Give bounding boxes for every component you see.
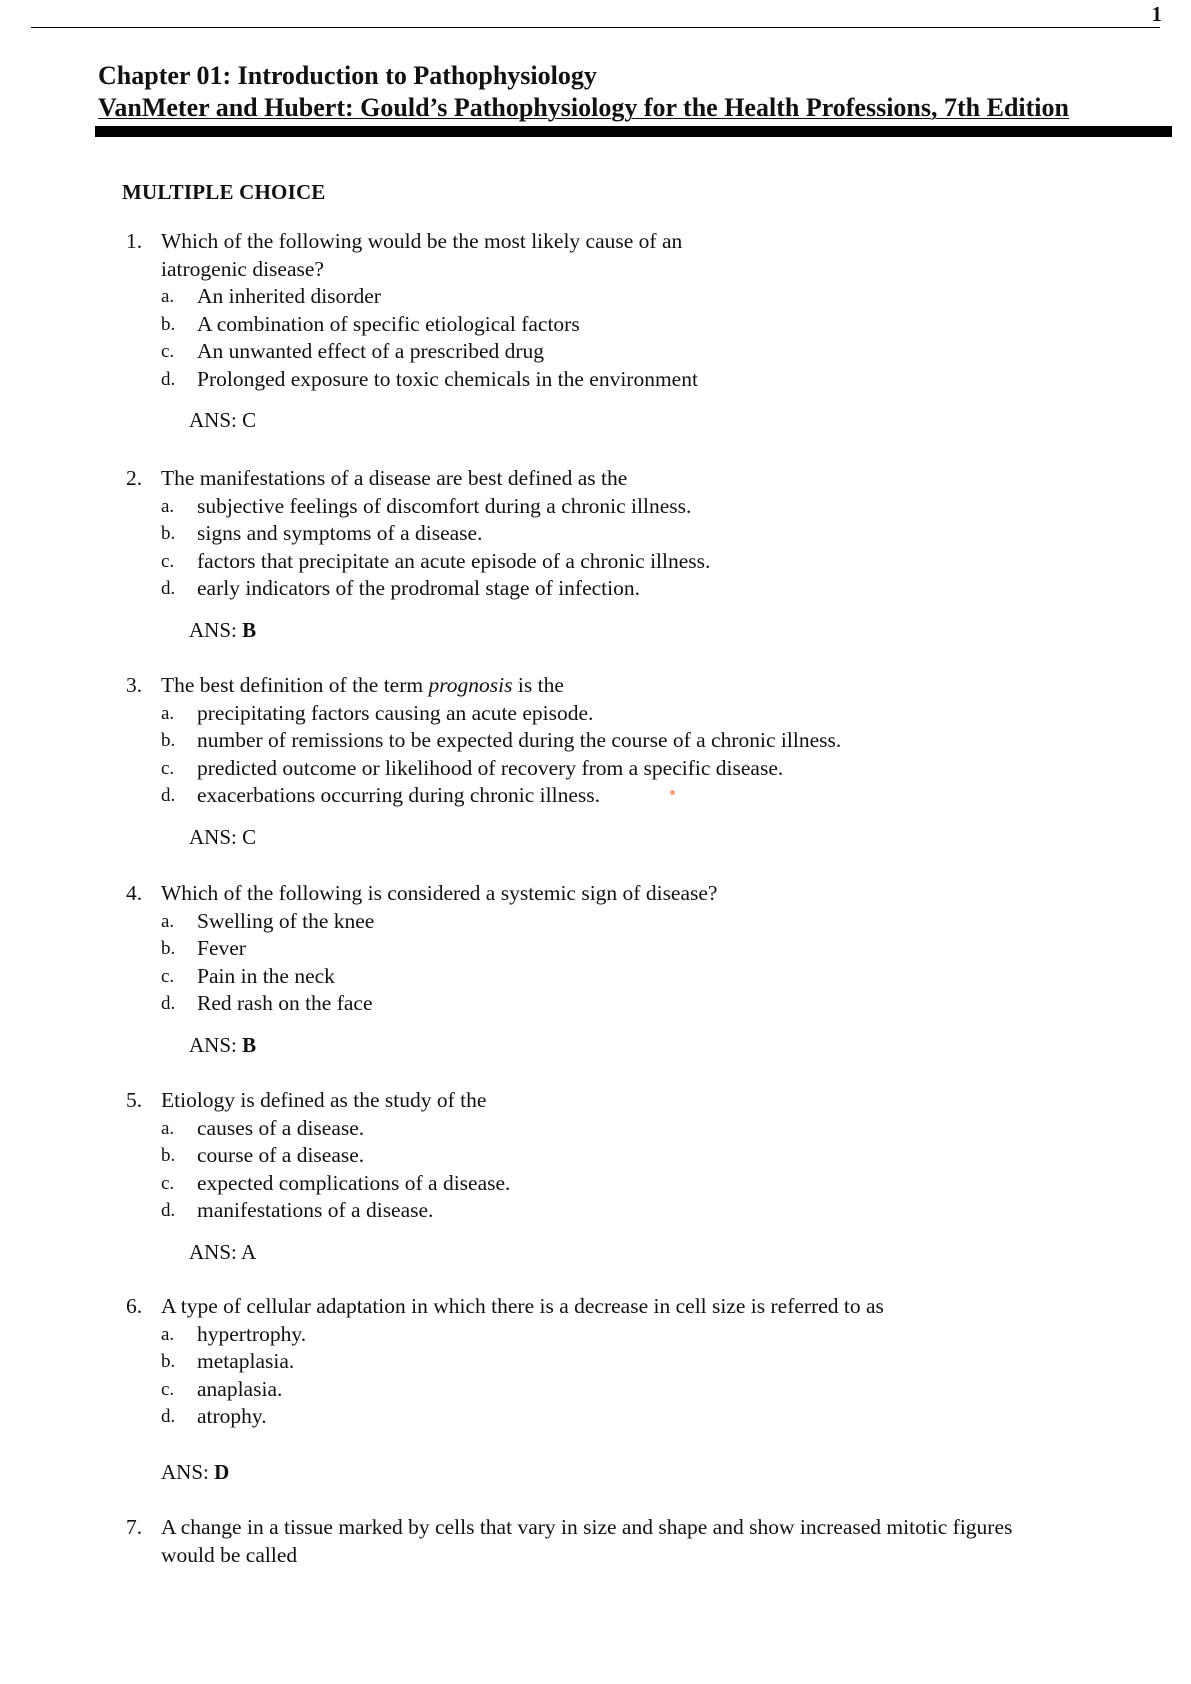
option-letter: d. [161,993,176,1014]
question-5 [126,1087,1086,1266]
option-d [161,1403,1086,1431]
option-a [161,1115,1086,1143]
question-number: 1. [126,229,143,253]
option-a [161,700,1086,728]
option-text: causes of a disease. [197,1115,365,1140]
option-b [161,311,1086,339]
answer-line [189,407,1086,435]
answer-label: ANS: [189,617,237,642]
book-title: VanMeter and Hubert: Gould’s Pathophysiology for the Health Professions, 7th Edition [98,93,1069,122]
annotation-dot [670,790,675,795]
answer-line [189,1239,1086,1267]
option-d [161,1197,1086,1225]
italic-term: prognosis [428,673,513,697]
option-letter: b. [161,313,176,335]
option-text: factors that precipitate an acute episode of a chronic illness. [197,548,711,573]
header-rule [95,126,1172,137]
option-c [161,1376,1086,1404]
question-2 [126,465,1086,644]
option-b [161,1348,1086,1376]
option-letter: d. [161,785,176,806]
option-letter: d. [161,578,176,599]
question-stem: A type of cellular adaptation in which there is a decrease in cell size is referred to as [161,1294,884,1318]
option-d [161,575,1086,603]
option-letter: c. [161,965,175,987]
option-text: number of remissions to be expected during the course of a chronic illness. [197,728,842,752]
option-letter: a. [161,495,175,517]
option-d [161,366,1086,394]
option-letter: c. [161,1172,175,1194]
option-text: hypertrophy. [197,1321,307,1346]
section-heading: MULTIPLE CHOICE [122,180,326,204]
option-letter: d. [161,1406,176,1427]
option-letter: a. [161,702,175,724]
option-b [161,935,1086,963]
option-letter: a. [161,910,175,932]
option-text: predicted outcome or likelihood of recovery from a specific disease. [197,755,784,780]
question-stem: Which of the following would be the most likely cause of an iatrogenic disease? [161,229,683,281]
option-a [161,1321,1086,1349]
page-number: 1 [1151,2,1162,26]
answer-label: ANS: [189,1032,237,1057]
answer-value: C [242,408,257,432]
question-1 [126,228,1086,435]
option-d [161,782,1086,810]
option-text: manifestations of a disease. [197,1198,434,1222]
option-text: anaplasia. [197,1376,283,1401]
answer-line [161,1459,1086,1487]
question-stem: The manifestations of a disease are best defined as the [161,466,628,490]
answer-line [189,1032,1086,1060]
option-c [161,755,1086,783]
answer-value: B [242,617,257,642]
option-letter: a. [161,286,175,307]
option-c [161,548,1086,576]
answer-value: C [242,824,257,849]
question-number: 2. [126,466,143,490]
option-b [161,520,1086,548]
question-3 [126,672,1086,851]
answer-line [189,824,1086,852]
option-a [161,908,1086,936]
question-stem: Etiology is defined as the study of the [161,1088,487,1112]
option-text: expected complications of a disease. [197,1170,511,1195]
option-text: metaplasia. [197,1349,295,1373]
option-letter: c. [161,757,175,779]
option-text: signs and symptoms of a disease. [197,521,483,545]
option-a [161,283,1086,311]
option-text: A combination of specific etiological factors [197,311,580,336]
question-stem: The best definition of the term prognosis is the [161,673,564,697]
answer-value: A [240,1239,257,1264]
option-text: Pain in the neck [197,963,335,988]
question-number: 5. [126,1088,143,1112]
question-number: 3. [126,673,143,697]
option-d [161,990,1086,1018]
option-letter: d. [161,368,176,390]
answer-label: ANS: [189,408,237,432]
question-number: 4. [126,881,143,905]
question-stem: A change in a tissue marked by cells that vary in size and shape and show increased mitotic figures would be called [161,1515,1013,1567]
option-c [161,338,1086,366]
option-letter: c. [161,341,175,362]
option-letter: b. [161,938,176,959]
question-6 [126,1293,1086,1486]
option-text: subjective feelings of discomfort during a chronic illness. [197,493,692,518]
answer-line [189,617,1086,645]
question-stem: Which of the following is considered a systemic sign of disease? [161,881,718,905]
answer-label: ANS: [189,1239,237,1264]
question-7 [126,1514,1086,1569]
option-text: Fever [197,936,246,960]
answer-value: D [214,1459,230,1484]
option-letter: c. [161,550,175,572]
option-letter: b. [161,523,176,544]
document-header [98,60,1168,124]
answer-label: ANS: [161,1459,209,1484]
option-c [161,1170,1086,1198]
option-text: precipitating factors causing an acute episode. [197,700,594,725]
option-letter: a. [161,1117,175,1139]
option-b [161,1142,1086,1170]
question-number: 7. [126,1515,143,1539]
option-text: atrophy. [197,1404,267,1428]
option-text: Prolonged exposure to toxic chemicals in the environment [197,366,698,391]
option-text: An unwanted effect of a prescribed drug [197,339,545,363]
option-c [161,963,1086,991]
option-letter: a. [161,1323,175,1345]
option-text: exacerbations occurring during chronic illness. [197,783,600,807]
answer-label: ANS: [189,824,237,849]
option-letter: b. [161,730,176,751]
option-text: course of a disease. [197,1143,365,1167]
option-text: Swelling of the knee [197,908,375,933]
option-letter: d. [161,1200,176,1221]
chapter-title: Chapter 01: Introduction to Pathophysiology [98,61,597,90]
option-letter: b. [161,1145,176,1166]
option-b [161,727,1086,755]
answer-value: B [242,1032,257,1057]
option-text: An inherited disorder [197,284,381,308]
top-rule [31,27,1160,28]
option-letter: c. [161,1378,175,1400]
option-text: early indicators of the prodromal stage of infection. [197,576,640,600]
option-a [161,493,1086,521]
option-text: Red rash on the face [197,991,373,1015]
question-number: 6. [126,1294,143,1318]
option-letter: b. [161,1351,176,1372]
question-4 [126,880,1086,1059]
